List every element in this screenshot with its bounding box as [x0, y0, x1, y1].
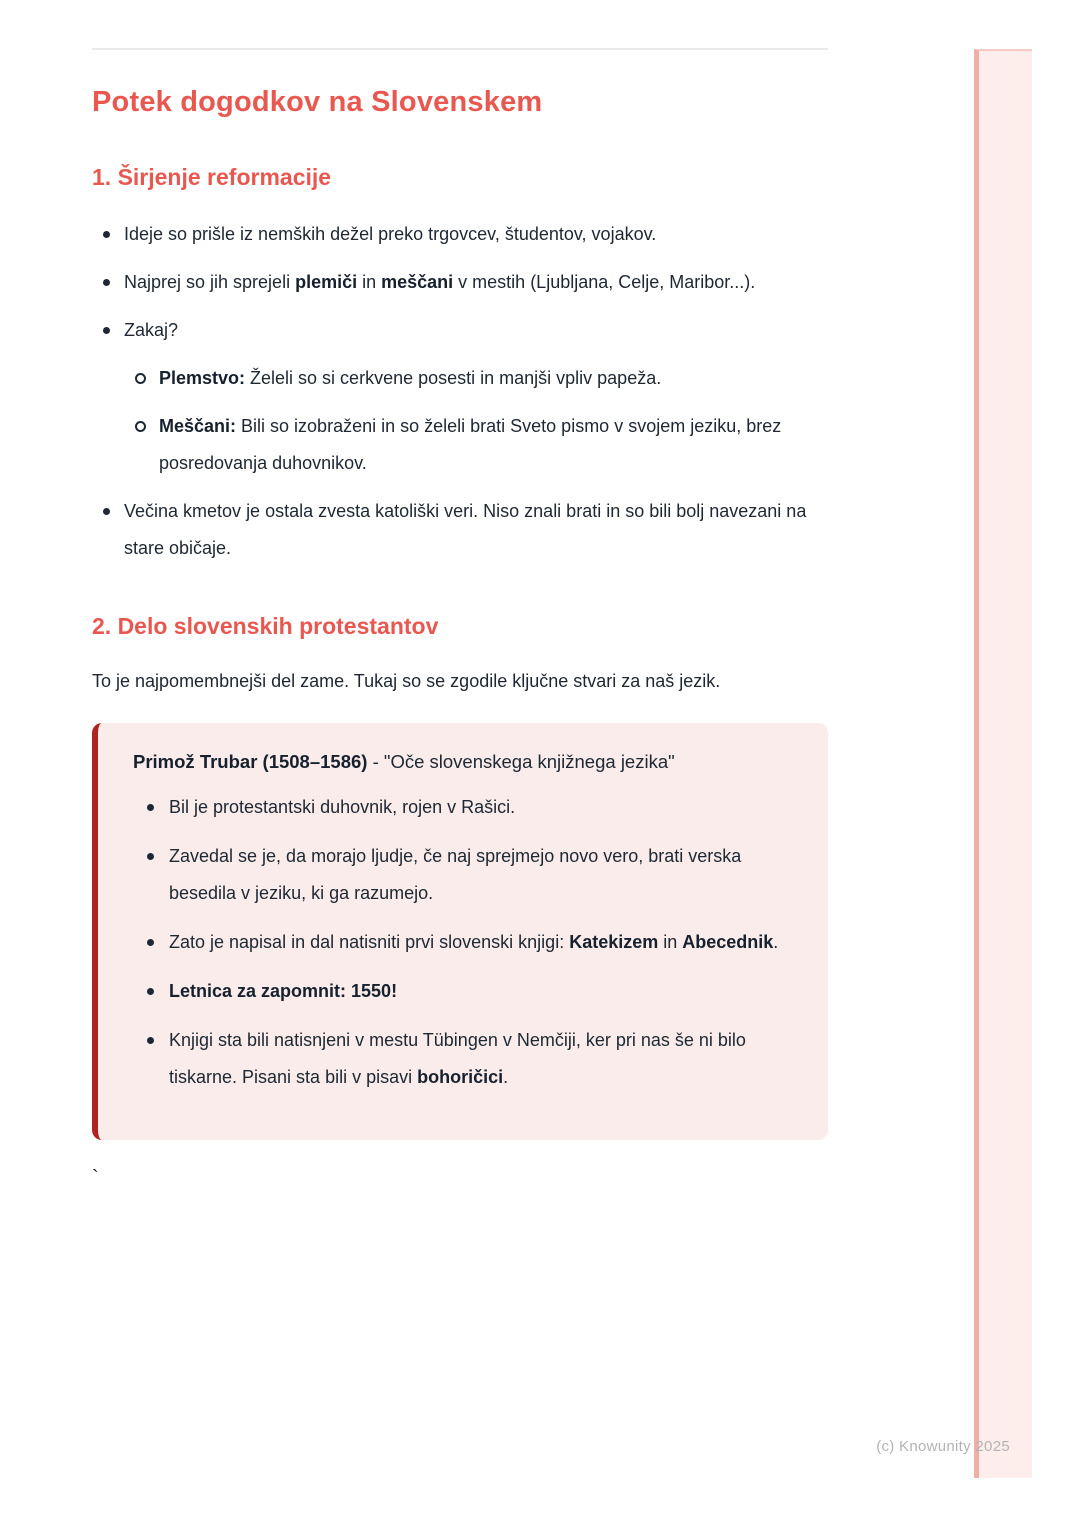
bold-text-run: Katekizem: [569, 932, 659, 952]
text-run: v mestih (Ljubljana, Celje, Maribor...).: [453, 272, 756, 292]
text-run: Zavedal se je, da morajo ljudje, če naj sprejmejo novo vero, brati verska besedila v jeziku, ki ga razumejo.: [169, 846, 742, 903]
list-item: [133, 789, 800, 826]
text-run: .: [773, 932, 779, 952]
stray-backtick: `: [92, 1167, 99, 1189]
list-item: [92, 216, 828, 253]
section-1-list: [92, 216, 828, 567]
section-2-intro: To je najpomembnejši del zame. Tukaj so se zgodile ključne stvari za naš jezik.: [92, 671, 721, 691]
text-run: Bil je protestantski duhovnik, rojen v Rašici.: [169, 797, 516, 817]
list-item: [92, 264, 828, 301]
text-run: Večina kmetov je ostala zvesta katoliški veri. Niso znali brati in so bili bolj navezani na stare običaje.: [124, 501, 807, 558]
text-run: Najprej so jih sprejeli: [124, 272, 296, 292]
list-item: [92, 493, 828, 567]
list-item: [133, 1022, 800, 1096]
text-run: - "Oče slovenskega knjižnega jezika": [367, 751, 675, 772]
list-item: [133, 924, 800, 961]
page-title: Potek dogodkov na Slovenskem: [92, 86, 543, 118]
section-2-heading: 2. Delo slovenskih protestantov: [92, 613, 439, 639]
bold-text-run: plemiči: [295, 272, 358, 292]
bold-text-run: Letnica za zapomnit: 1550!: [169, 981, 398, 1001]
list-item: [92, 312, 828, 482]
sub-list: [124, 360, 828, 482]
text-run: Zato je napisal in dal natisniti prvi slovenski knjigi:: [169, 932, 570, 952]
bold-text-run: Primož Trubar (1508–1586): [133, 751, 368, 772]
bold-text-run: Meščani:: [159, 416, 237, 436]
bold-text-run: Abecednik: [682, 932, 774, 952]
sub-list-item: [125, 408, 828, 482]
text-run: .: [503, 1067, 509, 1087]
bold-text-run: Plemstvo:: [159, 368, 246, 388]
text-run: in: [658, 932, 683, 952]
watermark: (c) Knowunity 2025: [876, 1438, 1010, 1455]
callout-list: [133, 789, 800, 1096]
text-run: Bili so izobraženi in so želeli brati Sveto pismo v svojem jeziku, brez posredovanja duhovnikov.: [159, 416, 782, 473]
bold-text-run: meščani: [381, 272, 454, 292]
list-item: [133, 838, 800, 912]
text-run: Ideje so prišle iz nemških dežel preko trgovcev, študentov, vojakov.: [124, 224, 657, 244]
text-run: Zakaj?: [124, 320, 179, 340]
text-run: Knjigi sta bili natisnjeni v mestu Tübingen v Nemčiji, ker pri nas še ni bilo tiskarne. Pisani sta bili v pisavi: [169, 1030, 746, 1087]
text-run: in: [357, 272, 382, 292]
callout-title: [133, 747, 800, 777]
section-1-heading: 1. Širjenje reformacije: [92, 164, 332, 190]
document-page: [92, 0, 828, 1190]
right-margin-strip: [974, 49, 1032, 1478]
bold-text-run: bohoričici: [417, 1067, 504, 1087]
sub-list-item: [125, 360, 828, 397]
trubar-callout-box: [92, 723, 828, 1140]
text-run: Želeli so si cerkvene posesti in manjši vpliv papeža.: [245, 368, 662, 388]
top-divider: [92, 48, 828, 50]
list-item: [133, 973, 800, 1010]
